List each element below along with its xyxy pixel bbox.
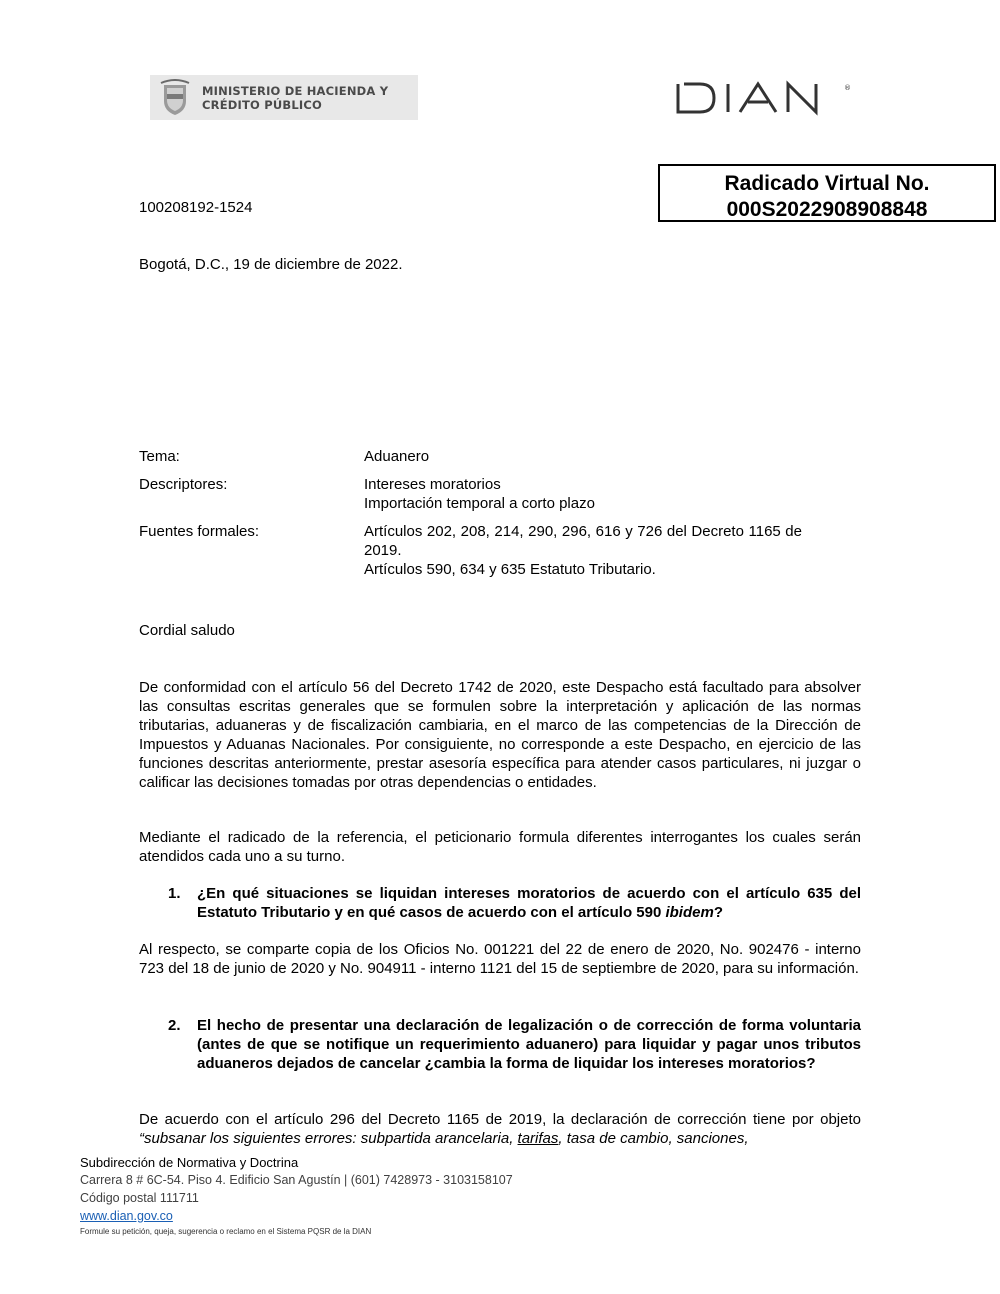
tema-label: Tema: [139,448,180,465]
answer-2-quote-underlined: tarifas [517,1130,559,1147]
fuentes-value-2: Artículos 590, 634 y 635 Estatuto Tributario. [364,561,656,578]
ministry-name-line1: MINISTERIO DE HACIENDA Y [202,83,389,98]
paragraph-answer-2 [139,1110,861,1148]
greeting: Cordial saludo [139,622,235,639]
answer-2-start: De acuerdo con el artículo 296 del Decreto 1165 de 2019, la declaración de corrección tiene por objeto [139,1111,861,1128]
answer-2-quote-1: “subsanar los siguientes errores: subpartida arancelaria, [139,1130,518,1147]
question-1-italic: ibidem [665,904,714,921]
fuentes-value-1: Artículos 202, 208, 214, 290, 296, 616 y 726 del Decreto 1165 de 2019. [364,523,802,559]
question-1-end: ? [713,904,723,921]
footer-pqsr-note: Formule su petición, queja, sugerencia o reclamo en el Sistema PQSR de la DIAN [80,1227,372,1236]
paragraph-reference: Mediante el radicado de la referencia, el peticionario formula diferentes interrogantes los cuales serán atendidos cada uno a su turno. [139,829,861,865]
answer-2-quote-2: , tasa de cambio, sanciones, [558,1130,749,1147]
footer-address: Carrera 8 # 6C-54. Piso 4. Edificio San Agustín | (601) 7428973 - 3103158107 [80,1173,513,1187]
question-1 [197,884,861,922]
descriptores-value-2: Importación temporal a corto plazo [364,495,595,512]
ministry-name-line2: CRÉDITO PÚBLICO [202,97,322,112]
radicado-number: 000S2022908908848 [726,198,928,221]
question-2-number: 2. [168,1017,181,1034]
ministry-logo [150,75,418,120]
question-1-text: ¿En qué situaciones se liquidan intereses moratorios de acuerdo con el artículo 635 del Estatuto Tributario y en qué casos de acuerdo con el artículo 590 [197,885,861,921]
radicado-label: Radicado Virtual No. [724,172,930,195]
question-2-text: El hecho de presentar una declaración de legalización o de corrección de forma voluntaria (antes de que se notifique un requerimiento aduanero) para liquidar y pagar unos tributos aduaneros dejados de cancelar ¿cambia la forma de liquidar los intereses moratorios? [197,1017,861,1072]
descriptores-value-1: Intereses moratorios [364,476,501,493]
fuentes-label: Fuentes formales: [139,523,260,540]
descriptores-label: Descriptores: [139,476,228,493]
coat-of-arms-icon [158,79,192,117]
dian-logo [676,80,852,116]
reference-number: 100208192-1524 [139,199,253,216]
radicado-box [658,164,996,222]
paragraph-answer-1: Al respecto, se comparte copia de los Oficios No. 001221 del 22 de enero de 2020, No. 902476 - interno 723 del 18 de junio de 2020 y No. 904911 - interno 1121 del 15 de septiembre de 2020, para su información. [139,941,861,977]
footer-postal-code: Código postal 111711 [80,1191,199,1205]
svg-text:®: ® [844,84,851,92]
footer-website-link[interactable]: www.dian.gov.co [80,1209,173,1223]
paragraph-competence: De conformidad con el artículo 56 del Decreto 1742 de 2020, este Despacho está facultado para absolver las consultas escritas generales que se formulen sobre la interpretación y aplicación de las normas tributarias, aduaneras y de fiscalización cambiaria, en el marco de las competencias de la Dirección de Impuestos y Aduanas Nacionales. Por consiguiente, no corresponde a este Despacho, en ejercicio de las funciones descritas anteriormente, prestar asesoría específica para atender casos particulares, ni juzgar o calificar las decisiones tomadas por otras dependencias o entidades. [139,679,861,791]
document-date: Bogotá, D.C., 19 de diciembre de 2022. [139,256,403,273]
tema-value: Aduanero [364,448,430,465]
footer-department: Subdirección de Normativa y Doctrina [80,1155,299,1170]
question-1-number: 1. [168,885,181,902]
